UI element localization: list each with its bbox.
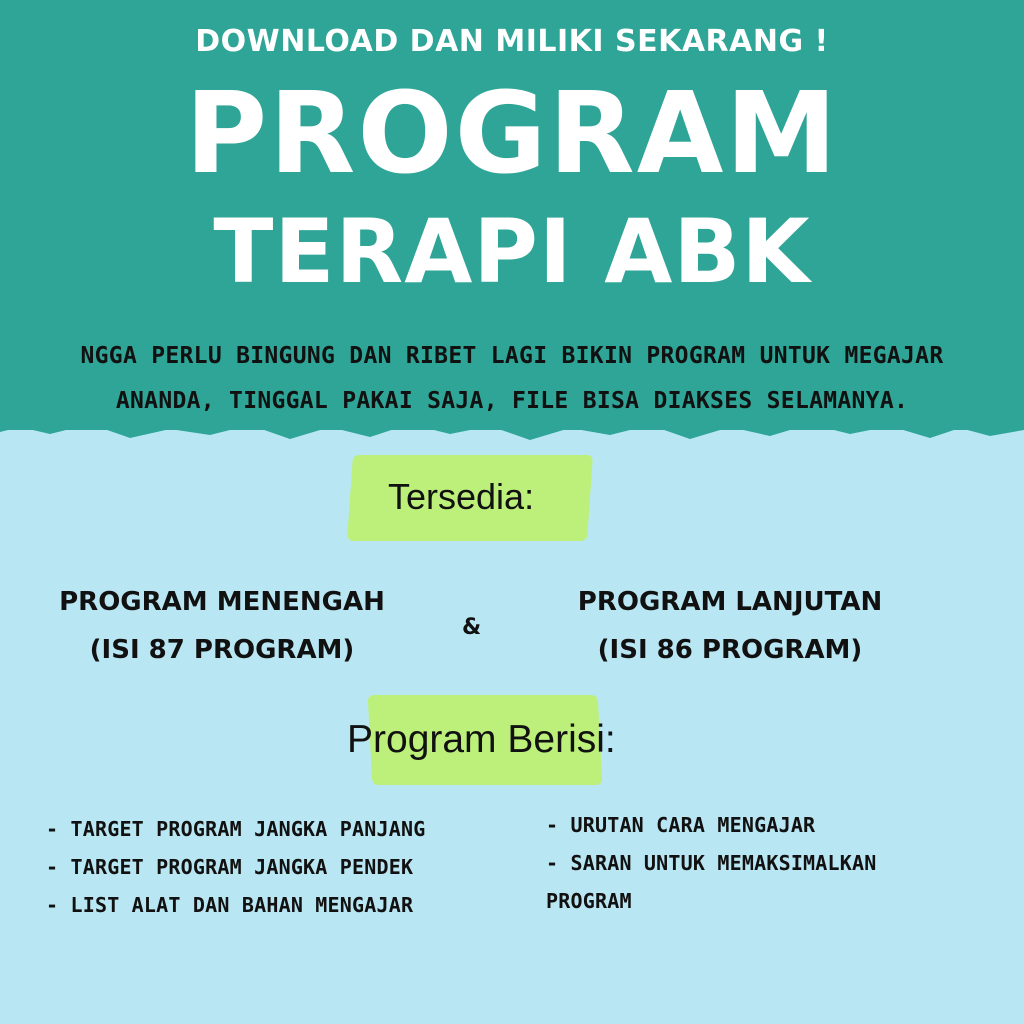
available-label: Tersedia: xyxy=(388,476,535,517)
tagline-line-1: NGGA PERLU BINGUNG DAN RIBET LAGI BIKIN PROGRAM UNTUK MEGAJAR xyxy=(80,343,944,369)
program-left-count: (ISI 87 PROGRAM) xyxy=(89,635,355,665)
tagline-line-2: ANANDA, TINGGAL PAKAI SAJA, FILE BISA DIAKSES SELAMANYA. xyxy=(115,388,909,414)
list-item: - TARGET PROGRAM JANGKA PANJANG xyxy=(46,817,426,841)
list-item: - LIST ALAT DAN BAHAN MENGAJAR xyxy=(46,893,414,917)
list-item: - URUTAN CARA MENGAJAR xyxy=(546,813,816,837)
title-line-2: TERAPI ABK xyxy=(213,200,811,303)
program-left xyxy=(52,578,392,674)
contents-list-right xyxy=(546,806,877,920)
tagline xyxy=(20,334,1004,424)
program-left-name: PROGRAM MENENGAH xyxy=(59,587,385,617)
list-item: PROGRAM xyxy=(546,889,632,913)
contents-list-left xyxy=(46,810,425,924)
ampersand: & xyxy=(462,615,482,640)
list-item: - SARAN UNTUK MEMAKSIMALKAN xyxy=(546,851,877,875)
program-right xyxy=(560,578,900,674)
contents-label: Program Berisi: xyxy=(347,718,616,761)
program-right-name: PROGRAM LANJUTAN xyxy=(577,587,883,617)
title-line-1: PROGRAM xyxy=(185,69,839,199)
kicker-heading: DOWNLOAD DAN MILIKI SEKARANG ! xyxy=(195,24,829,59)
program-right-count: (ISI 86 PROGRAM) xyxy=(597,635,863,665)
list-item: - TARGET PROGRAM JANGKA PENDEK xyxy=(46,855,414,879)
